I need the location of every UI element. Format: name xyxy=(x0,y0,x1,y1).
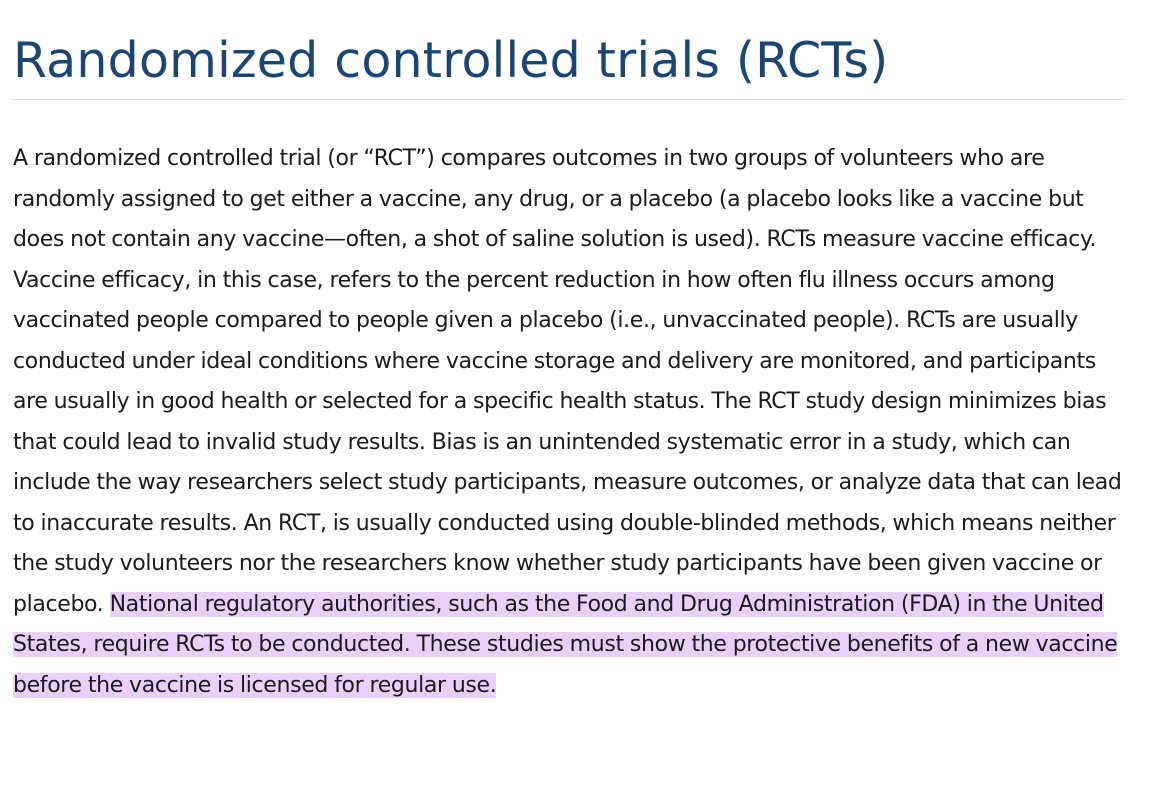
page-title: Randomized controlled trials (RCTs) xyxy=(13,32,889,89)
heading-divider xyxy=(13,99,1126,100)
highlighted-text: National regulatory authorities, such as the Food and Drug Administration (FDA) in the United States, require RCTs to be conducted. These studies must show the protective benefits of a new vaccine before the vaccine is licensed for regular use. xyxy=(13,591,1118,698)
body-paragraph xyxy=(13,139,1125,706)
paragraph-text: A randomized controlled trial (or “RCT”) compares outcomes in two groups of volunteers who are randomly assigned to get either a vaccine, any drug, or a placebo (a placebo looks like a vaccine but does not contain any vaccine—often, a shot of saline solution is used). RCTs measure vaccine efficacy. Vaccine efficacy, in this case, refers to the percent reduction in how often flu illness occurs among vaccinated people compared to people given a placebo (i.e., unvaccinated people). RCTs are usually conducted under ideal conditions where vaccine storage and delivery are monitored, and participants are usually in good health or selected for a specific health status. The RCT study design minimizes bias that could lead to invalid study results. Bias is an unintended systematic error in a study, which can include the way researchers select study participants, measure outcomes, or analyze data that can lead to inaccurate results. An RCT, is usually conducted using double-blinded methods, which means neither the study volunteers nor the researchers know whether study participants have been given vaccine or placebo. xyxy=(13,146,1122,617)
